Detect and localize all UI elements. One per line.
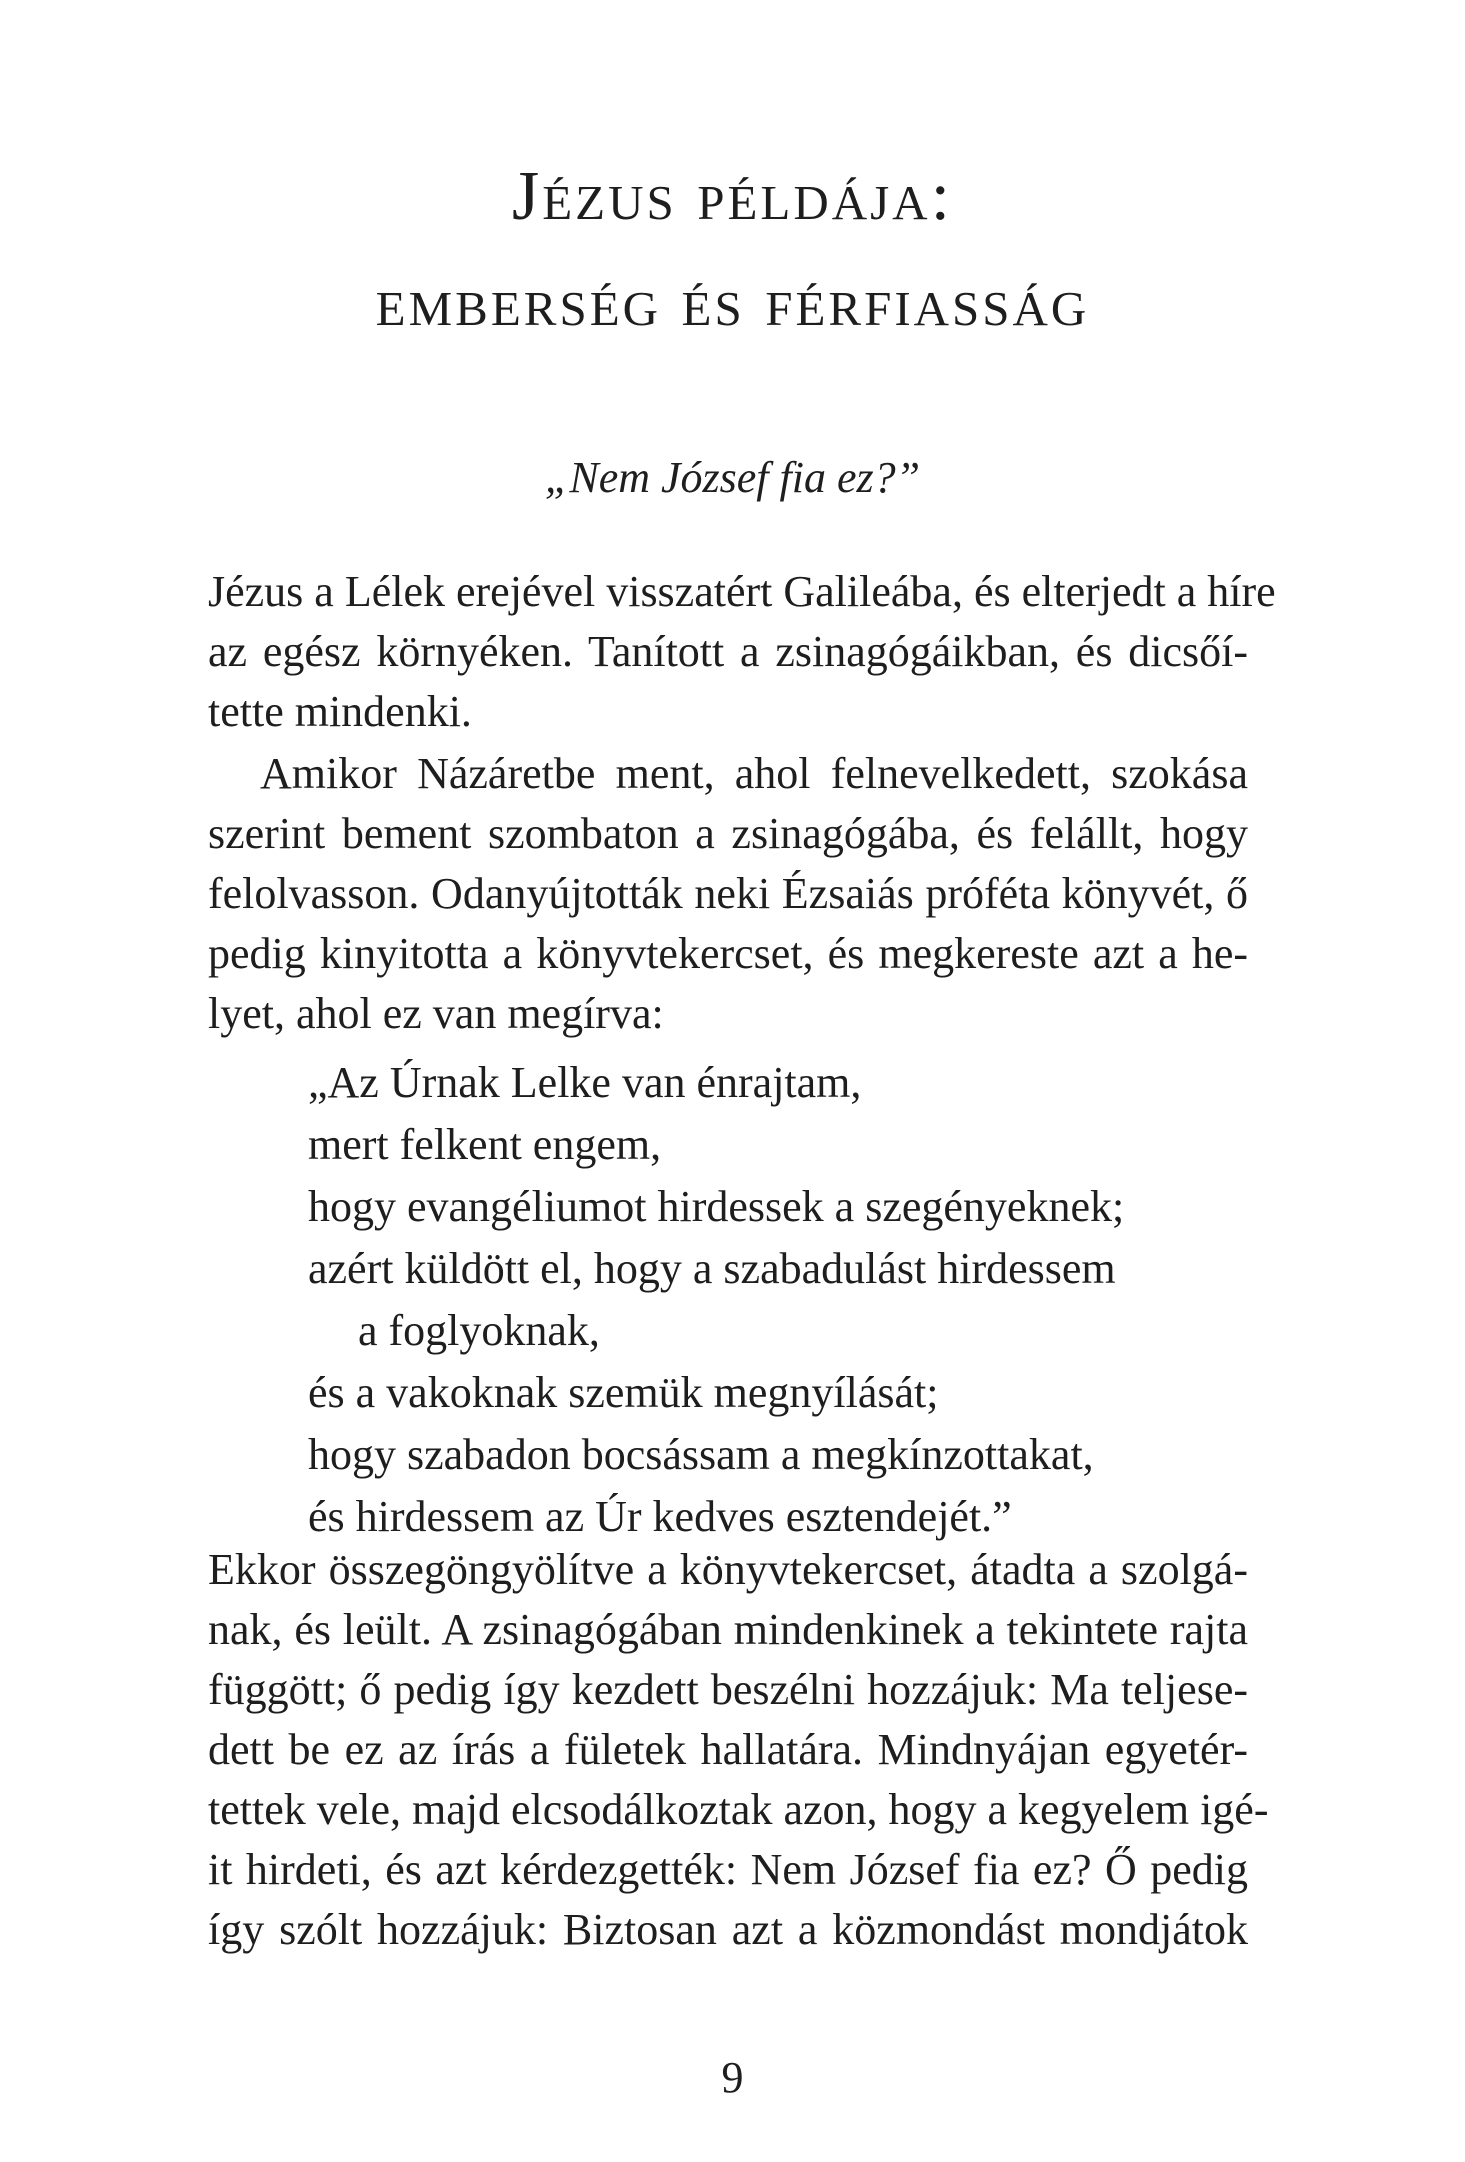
quote-line: és hirdessem az Úr kedves esztendejét.” bbox=[308, 1492, 1012, 1541]
paragraph-line: függött; ő pedig így kezdett beszélni hozzájuk: Ma teljese- bbox=[208, 1665, 1248, 1714]
quote-line: „Az Úrnak Lelke van énrajtam, bbox=[308, 1058, 862, 1107]
quote-line: azért küldött el, hogy a szabadulást hirdessem bbox=[308, 1244, 1116, 1293]
section-subtitle: „Nem József fia ez?” bbox=[544, 453, 921, 502]
quote-line: hogy evangéliumot hirdessek a szegényeknek; bbox=[308, 1182, 1125, 1231]
quote-line: mert felkent engem, bbox=[308, 1120, 662, 1169]
paragraph-line: pedig kinyitotta a könyvtekercset, és megkereste azt a he- bbox=[208, 929, 1248, 978]
paragraph-line: az egész környéken. Tanított a zsinagógáikban, és dicsőí- bbox=[208, 627, 1248, 676]
quote-line-continuation: a foglyoknak, bbox=[358, 1306, 600, 1355]
scripture-quote bbox=[308, 1052, 1124, 1548]
paragraph-line: Jézus a Lélek erejével visszatért Galileába, és elterjedt a híre bbox=[208, 567, 1276, 616]
paragraph-line: tette mindenki. bbox=[208, 687, 472, 736]
page-number: 9 bbox=[721, 2053, 744, 2102]
paragraph-line: szerint bement szombaton a zsinagógába, és felállt, hogy bbox=[208, 809, 1248, 858]
paragraph-line: Ekkor összegöngyölítve a könyvtekercset, átadta a szolgá- bbox=[208, 1545, 1248, 1594]
chapter-title-line-1: Jézus példája: bbox=[511, 158, 954, 235]
paragraph-line: dett be ez az írás a fületek hallatára. Mindnyájan egyetér- bbox=[208, 1725, 1248, 1774]
paragraph-line: nak, és leült. A zsinagógában mindenkinek a tekintete rajta bbox=[208, 1605, 1248, 1654]
paragraph-line: Amikor Názáretbe ment, ahol felnevelkedett, szokása bbox=[260, 749, 1248, 798]
quote-line: és a vakoknak szemük megnyílását; bbox=[308, 1368, 939, 1417]
paragraph-line: így szólt hozzájuk: Biztosan azt a közmondást mondjátok bbox=[208, 1905, 1248, 1954]
paragraph-line: lyet, ahol ez van megírva: bbox=[208, 989, 664, 1038]
paragraph-line: felolvasson. Odanyújtották neki Ézsaiás próféta könyvét, ő bbox=[208, 869, 1248, 918]
paragraph-1 bbox=[208, 562, 1276, 742]
chapter-title-line-2: emberség és férfiasság bbox=[375, 264, 1090, 341]
quote-line: hogy szabadon bocsássam a megkínzottakat, bbox=[308, 1430, 1094, 1479]
paragraph-line: tettek vele, majd elcsodálkoztak azon, hogy a kegyelem igé- bbox=[208, 1785, 1269, 1834]
paragraph-3 bbox=[208, 1540, 1269, 1960]
paragraph-line: it hirdeti, és azt kérdezgették: Nem József fia ez? Ő pedig bbox=[208, 1845, 1248, 1894]
paragraph-2 bbox=[208, 744, 1248, 1044]
